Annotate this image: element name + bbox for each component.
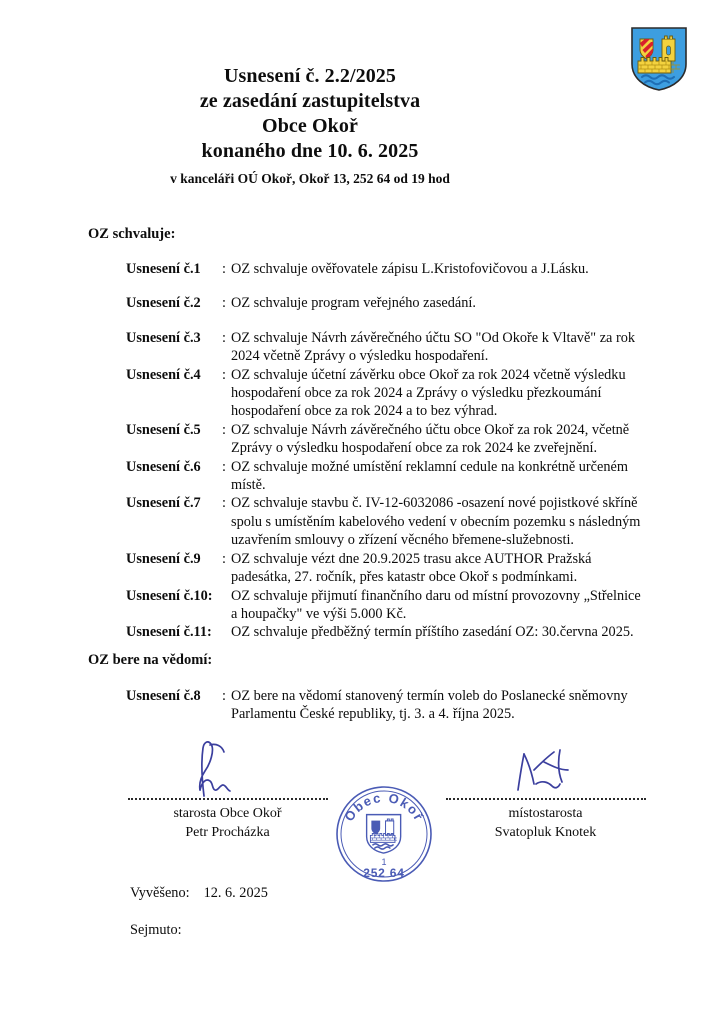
- resolution-label: Usnesení č.9: [126, 550, 201, 567]
- resolution-label: Usnesení č.8: [126, 688, 201, 704]
- removed-date-field: [130, 921, 196, 940]
- resolution-label: Usnesení č.2: [126, 295, 201, 312]
- resolution-text: OZ schvaluje Návrh závěrečného účtu obce Okoř za rok 2024, včetně Zprávy o výsledku hospodaření obce za rok 2024 ke zveřejnění.: [231, 421, 630, 457]
- resolution-colon: :: [222, 295, 226, 312]
- document-title-block: [0, 64, 620, 189]
- resolution-text: OZ schvaluje přijmutí finančního daru od místní provozovny „Střelnice a houpačky" ve výši 5.000 Kč.: [231, 587, 641, 622]
- resolution-label: Usnesení č.7: [126, 495, 201, 512]
- resolution-colon: :: [222, 366, 226, 383]
- resolution-item: [126, 494, 642, 549]
- posted-date-field: [130, 884, 268, 903]
- title-line-3: Obce Okoř: [262, 115, 358, 137]
- resolution-text: OZ schvaluje program veřejného zasedání.: [231, 295, 476, 312]
- resolution-list-schvaluje: [126, 260, 642, 642]
- posted-date-value: 12. 6. 2025: [203, 885, 268, 901]
- section-heading-vedomi: OZ bere na vědomí:: [88, 652, 213, 668]
- resolution-label: Usnesení č.1: [126, 261, 201, 277]
- title-line-4: konaného dne 10. 6. 2025: [201, 140, 419, 162]
- resolution-label: Usnesení č.3: [126, 329, 201, 346]
- resolution-colon: :: [222, 421, 226, 438]
- resolution-item: [126, 366, 642, 421]
- resolution-label: Usnesení č.5: [126, 421, 201, 438]
- resolution-text: OZ bere na vědomí stanovený termín voleb do Poslanecké sněmovny Parlamentu České republiky, tj. 3. a 4. října 2025.: [231, 688, 628, 723]
- resolution-colon: :: [222, 458, 226, 475]
- removed-date-label: Sejmuto:: [130, 922, 182, 938]
- resolution-label: Usnesení č.10:: [126, 587, 213, 604]
- resolution-colon: :: [222, 329, 226, 346]
- resolution-text: OZ schvaluje předběžný termín příštího zasedání OZ: 30.června 2025.: [231, 624, 634, 641]
- resolution-text: OZ schvaluje účetní závěrku obce Okoř za rok 2024 včetně výsledku hospodaření obce za rok 2024 a Zprávy o výsledku přezkoumání hospodaření obce za rok 2024 a to bez výhrad.: [231, 366, 626, 420]
- coat-of-arms-icon: [630, 26, 688, 92]
- resolution-text: OZ schvaluje Návrh závěrečného účtu SO "Od Okoře k Vltavě" za rok 2024 včetně Zprávy o výsledku hospodaření.: [231, 329, 636, 365]
- resolution-item: [126, 294, 642, 312]
- resolution-item: [126, 458, 642, 495]
- resolution-item: [126, 587, 642, 624]
- resolution-colon: :: [222, 550, 226, 567]
- resolution-item: [126, 687, 642, 724]
- resolution-text: OZ schvaluje stavbu č. IV-12-6032086 -osazení nové pojistkové skříně spolu s umístěním kabelového vedení v obecním pozemku s následným uzavřením smlouvy o zřízení věcného břemene-služebnosti.: [231, 495, 641, 549]
- resolution-colon: :: [222, 495, 226, 512]
- resolution-item: [126, 550, 642, 587]
- resolution-text: OZ schvaluje možné umístění reklamní cedule na konkrétně určeném místě.: [231, 458, 628, 494]
- resolution-item: [126, 260, 642, 278]
- resolution-item: [126, 623, 642, 641]
- stamp-top-text: Obec Okoř: [341, 789, 427, 824]
- resolution-label: Usnesení č.11:: [126, 624, 212, 641]
- title-line-1: Usnesení č. 2.2/2025: [224, 65, 396, 87]
- document-subtitle: v kanceláři OÚ Okoř, Okoř 13, 252 64 od 19 hod: [170, 171, 450, 186]
- resolution-text: OZ schvaluje ověřovatele zápisu L.Kristofovičovou a J.Lásku.: [231, 261, 589, 277]
- resolution-label: Usnesení č.6: [126, 458, 201, 475]
- signature-block-deputy: [438, 752, 653, 842]
- resolution-item: [126, 421, 642, 458]
- handwritten-signature-deputy: [438, 752, 653, 798]
- signature-name-mayor: Petr Procházka: [185, 825, 270, 840]
- signature-block-mayor: [120, 752, 335, 842]
- title-line-2: ze zasedání zastupitelstva: [199, 90, 421, 112]
- stamp-postal-code: 252 64: [363, 866, 405, 880]
- signature-role-deputy: místostarosta: [508, 806, 583, 821]
- resolution-item: [126, 329, 642, 366]
- handwritten-signature-mayor: [120, 752, 335, 798]
- resolution-colon: :: [222, 688, 226, 704]
- stamp-number: 1: [381, 857, 387, 867]
- official-stamp-icon: [332, 782, 436, 886]
- resolution-list-vedomi: [126, 687, 642, 724]
- resolution-label: Usnesení č.4: [126, 366, 201, 383]
- signature-role-mayor: starosta Obce Okoř: [173, 806, 282, 821]
- resolution-colon: :: [222, 261, 226, 277]
- posted-date-label: Vyvěšeno:: [130, 885, 190, 901]
- section-heading-schvaluje: OZ schvaluje:: [88, 226, 176, 242]
- signature-name-deputy: Svatopluk Knotek: [494, 825, 597, 840]
- resolution-text: OZ schvaluje vézt dne 20.9.2025 trasu akce AUTHOR Pražská padesátka, 27. ročník, přes katastr obce Okoř s podmínkami.: [231, 550, 592, 586]
